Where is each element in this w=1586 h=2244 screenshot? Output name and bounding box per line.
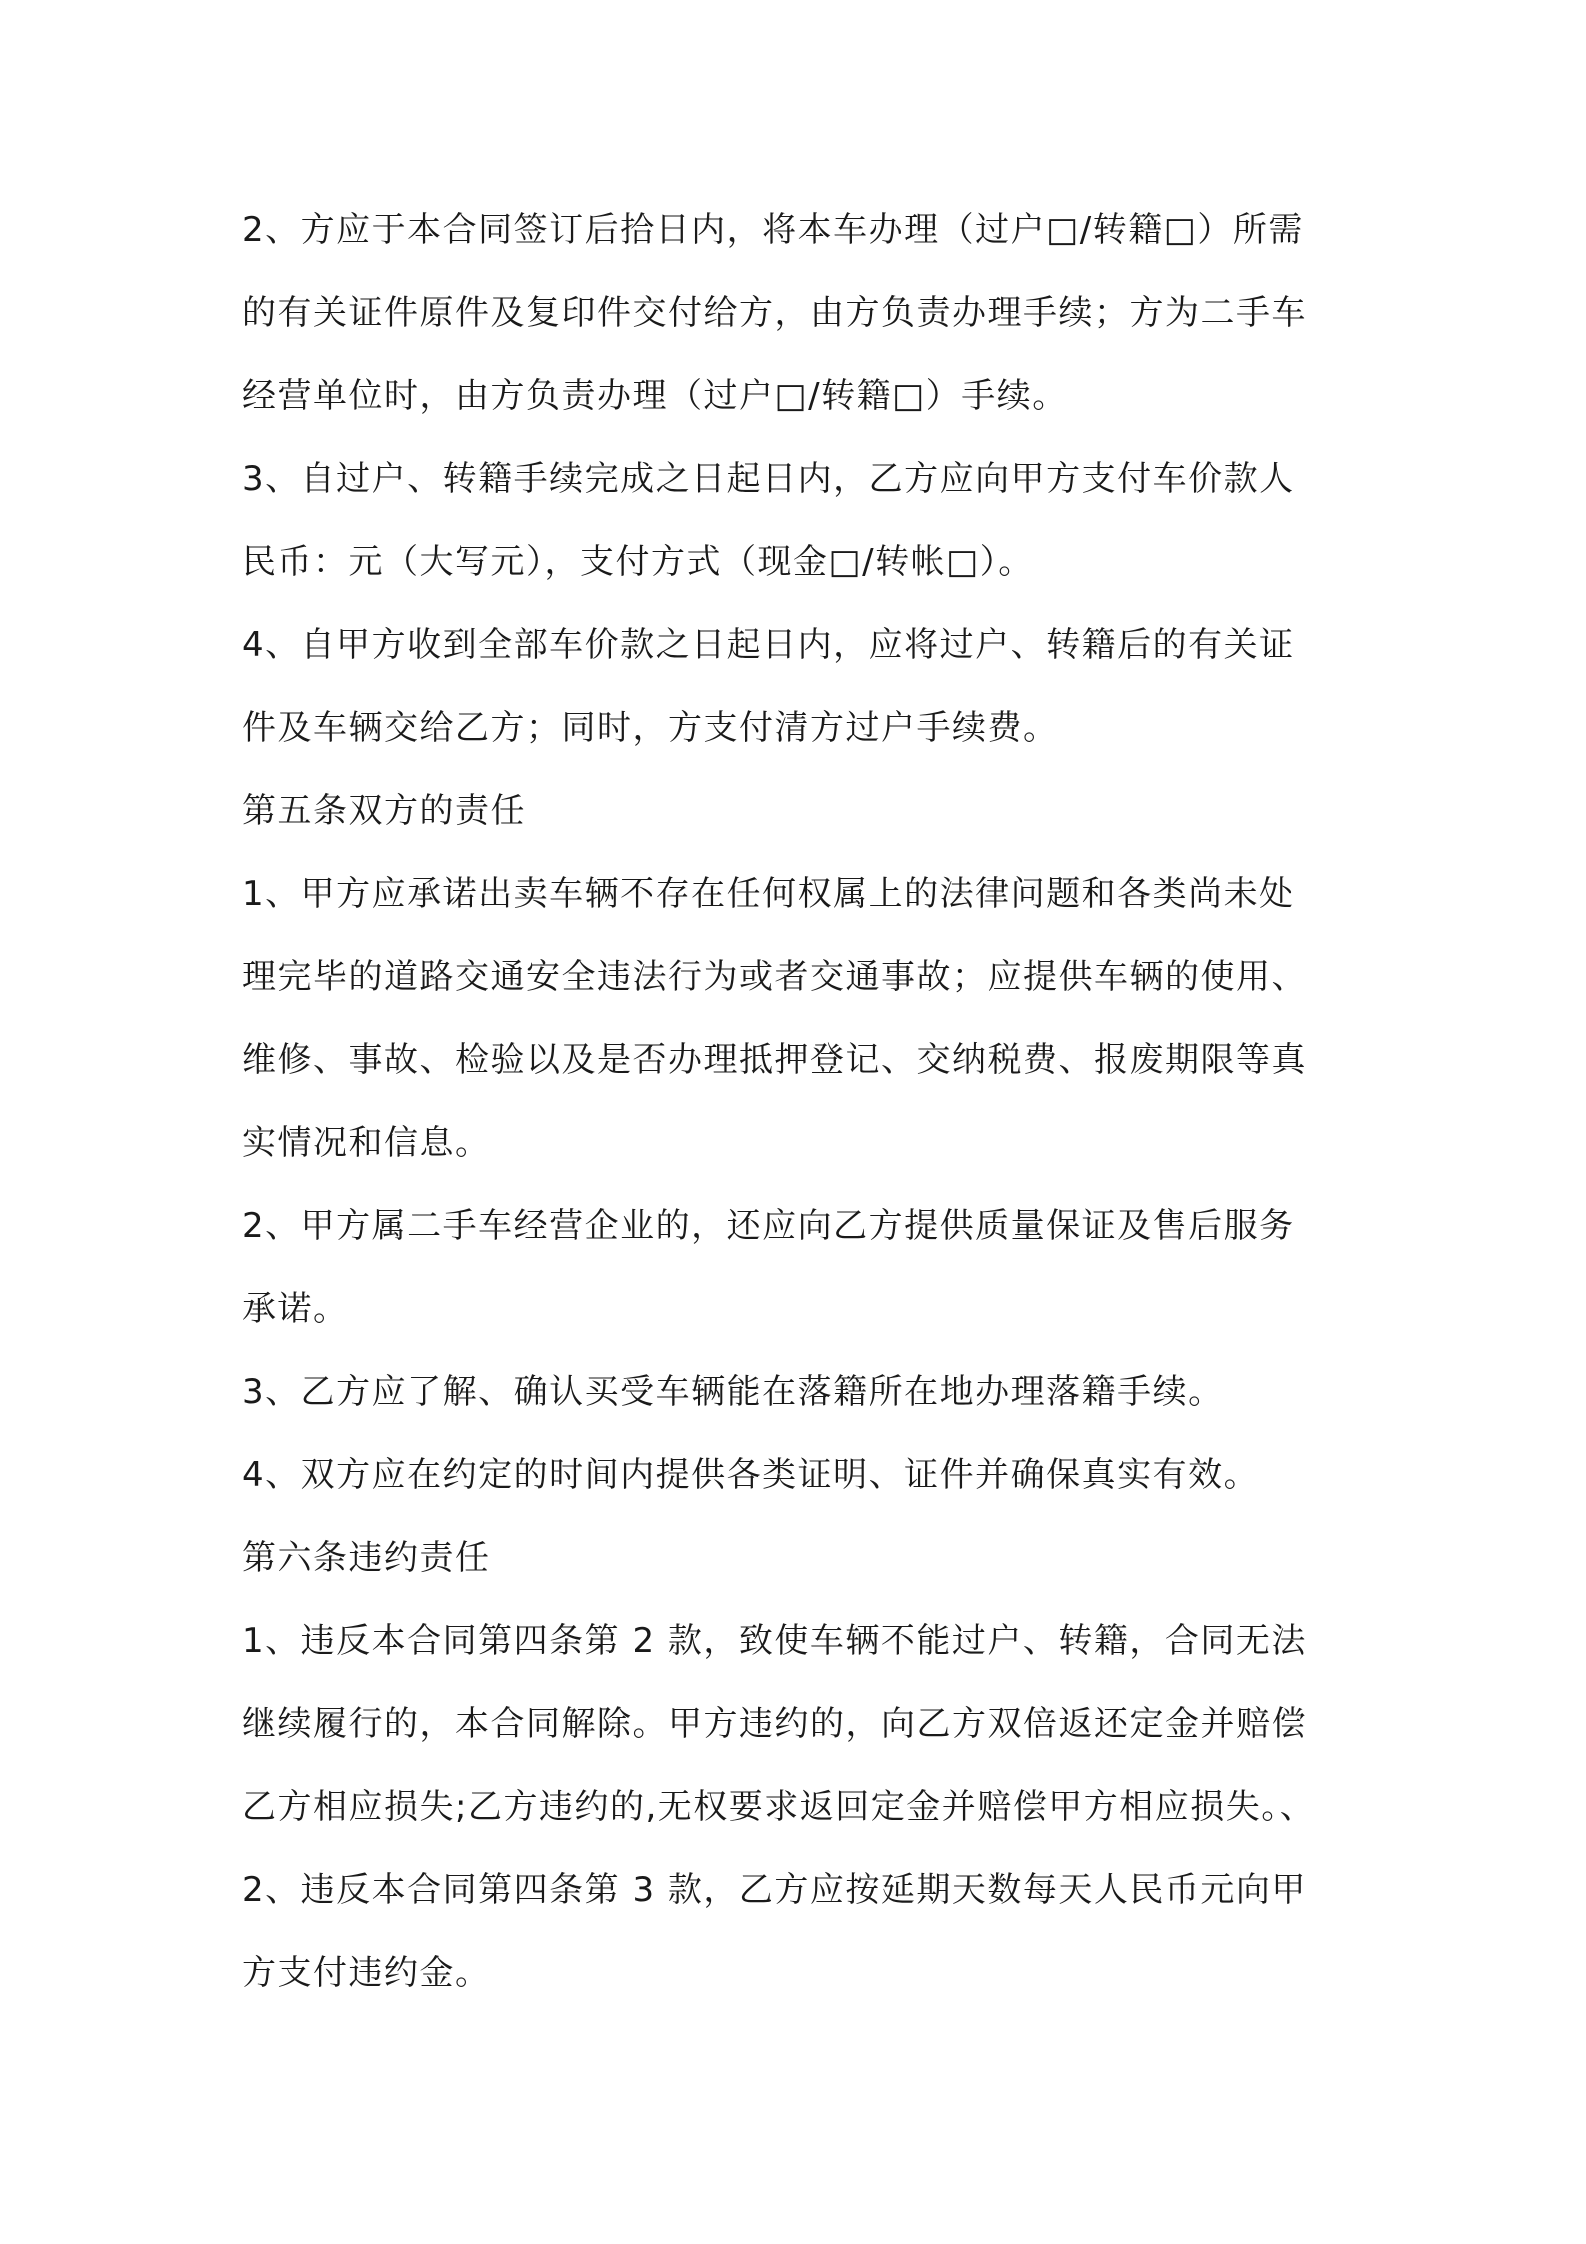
text-line: 理完毕的道路交通安全违法行为或者交通事故；应提供车辆的使用、: [242, 957, 1307, 997]
text-line: 的有关证件原件及复印件交付给方，由方负责办理手续；方为二手车: [242, 293, 1307, 333]
text-line: 民币：元（大写元），支付方式（现金□/转帐□）。: [242, 542, 1034, 582]
section-heading: 第六条违约责任: [242, 1538, 491, 1578]
text-line: 2、违反本合同第四条第 3 款，乙方应按延期天数每天人民币元向甲: [242, 1870, 1307, 1910]
text-line: 4、双方应在约定的时间内提供各类证明、证件并确保真实有效。: [242, 1455, 1260, 1495]
text-line: 件及车辆交给乙方；同时，方支付清方过户手续费。: [242, 708, 1059, 748]
text-line: 经营单位时，由方负责办理（过户□/转籍□）手续。: [242, 376, 1068, 416]
text-line: 1、甲方应承诺出卖车辆不存在任何权属上的法律问题和各类尚未处: [242, 874, 1295, 914]
text-line: 2、方应于本合同签订后拾日内，将本车办理（过户□/转籍□）所需: [242, 210, 1304, 250]
text-line: 继续履行的，本合同解除。甲方违约的，向乙方双倍返还定金并赔偿: [242, 1704, 1307, 1744]
text-line: 维修、事故、检验以及是否办理抵押登记、交纳税费、报废期限等真: [242, 1040, 1307, 1080]
text-line: 4、自甲方收到全部车价款之日起日内，应将过户、转籍后的有关证: [242, 625, 1295, 665]
text-line: 3、乙方应了解、确认买受车辆能在落籍所在地办理落籍手续。: [242, 1372, 1224, 1412]
text-line: 方支付违约金。: [242, 1953, 491, 1993]
text-line: 承诺。: [242, 1289, 349, 1329]
text-line: 1、违反本合同第四条第 2 款，致使车辆不能过户、转籍，合同无法: [242, 1621, 1307, 1661]
text-line: 实情况和信息。: [242, 1123, 491, 1163]
text-line: 2、甲方属二手车经营企业的，还应向乙方提供质量保证及售后服务: [242, 1206, 1295, 1246]
text-line: 3、自过户、转籍手续完成之日起日内，乙方应向甲方支付车价款人: [242, 459, 1295, 499]
section-heading: 第五条双方的责任: [242, 791, 526, 831]
text-line: 乙方相应损失;乙方违约的,无权要求返回定金并赔偿甲方相应损失。、: [242, 1787, 1316, 1827]
